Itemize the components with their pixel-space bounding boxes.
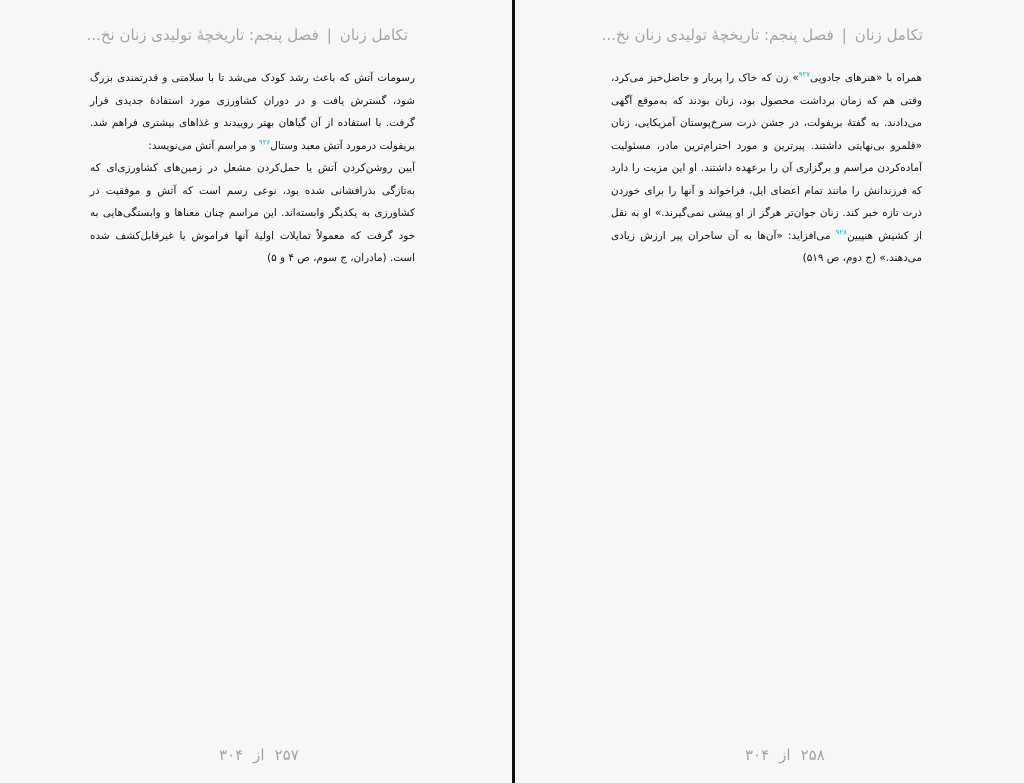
footnote-marker[interactable]: ۹۲۷ — [798, 70, 811, 79]
paragraph-text: همراه با «هنرهای جادویی — [810, 72, 922, 84]
right-page[interactable] — [515, 0, 1024, 783]
total-pages: ۳۰۴ — [745, 746, 770, 764]
header-separator: | — [841, 26, 847, 44]
current-page-number: ۲۵۸ — [800, 746, 825, 764]
total-pages: ۳۰۴ — [219, 746, 244, 764]
book-title: تکامل زنان — [339, 26, 408, 44]
paragraph — [611, 67, 922, 270]
page-footer — [214, 746, 304, 764]
paragraph-text: و مراسم آتش می‌نویسد: — [148, 139, 259, 152]
chapter-title: فصل پنجم: تاریخچهٔ تولیدی زنان نخ... — [601, 26, 834, 44]
footnote-marker[interactable]: ۹۲۶ — [259, 138, 271, 147]
book-title: تکامل زنان — [854, 26, 923, 44]
running-header — [602, 26, 923, 44]
header-separator: | — [326, 26, 332, 44]
running-header — [87, 26, 408, 44]
paragraph-text: » زن که خاک را پربار و حاصل‌خیز می‌کرد، وقتی هم که زمان برداشت محصول بود، زنان بودند که به‌موقع آگهی می‌دادند. به گفتهٔ بریفولت، در جشن ذرت سرخ‌پوستان آمریکایی، زنان «قلمرو بی‌نهایتی داشتند. پیرترین و مورد احترام‌ترین مادر، مسئولیت آماده‌کردن مراسم و برگزاری آن را برعهده داشتند. او این مزیت را دارد که فرزندانش را مانند تمام اعضای ایل، فراخواند و آنها را برای خوردن ذرت تازه خبر کند. زنان جوان‌تر هرگز از او پیشی نمی‌گیرند.» او به نقل از کشیش هنپیین — [611, 72, 922, 242]
page-body — [611, 67, 922, 270]
paragraph-text: رسومات آتش که باعث رشد کودک می‌شد تا با سلامتی و قدرتمندی بزرگ شود، گسترش یافت و در دوران کشاورزی مورد استفادهٔ جدیدی قرار گرفت. با استفاده از آن گیاهان بهتر روییدند و غذاهای بیشتری فراهم شد. بریفولت درمورد آتش معبد وستال — [90, 72, 415, 152]
block-quote — [90, 157, 415, 270]
paragraph — [90, 67, 415, 157]
chapter-title: فصل پنجم: تاریخچهٔ تولیدی زنان نخ... — [86, 26, 319, 44]
page-body — [90, 67, 415, 270]
current-page-number: ۲۵۷ — [274, 746, 299, 764]
of-label: از — [253, 746, 265, 764]
quote-text: آیین روشن‌کردن آتش یا حمل‌کردن مشعل در زمین‌های کشاورزی‌ای که به‌تازگی بذرافشانی شده بود، نوعی رسم است که آتش و موفقیت در کشاورزی به یکدیگر وابسته‌اند. این مراسم چنان معناها و وابستگی‌هایی به خود گرفت که معمولاً تمایلات اولیهٔ آنها فراموش یا غیرقابل‌کشف شده است. (مادران، ج سوم، ص ۴ و ۵) — [90, 162, 415, 264]
paragraph-text: می‌افزاید: «آن‌ها به آن ساحران پیر ارزش زیادی می‌دهند.» (ج دوم، ص ۵۱۹) — [611, 229, 922, 264]
page-footer — [740, 746, 830, 764]
footnote-marker[interactable]: ۹۲۸ — [835, 228, 848, 237]
of-label: از — [779, 746, 791, 764]
